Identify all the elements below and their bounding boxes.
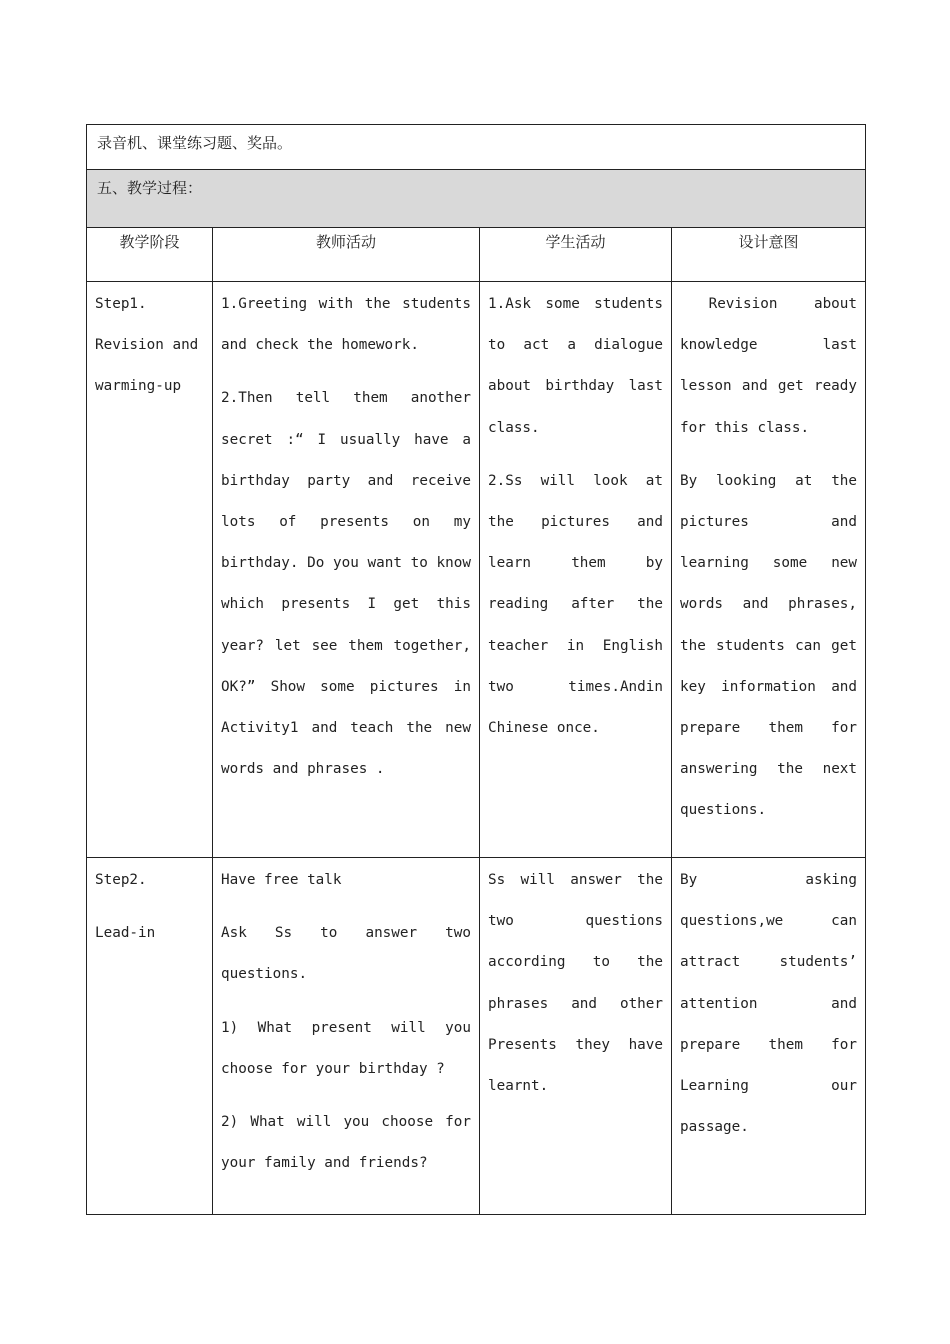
stage-name: Revision and warming-up: [95, 337, 199, 395]
stage-step: Step2.: [95, 872, 147, 888]
table-row: [87, 282, 866, 858]
intent-text: By asking questions,we can attract students’ attention and prepare them for Learning our passage.: [680, 872, 858, 1136]
header-stage: 教学阶段: [87, 228, 213, 282]
stage-cell: [87, 282, 213, 858]
teacher-text: 1.Greeting with the students and check the homework.: [221, 296, 471, 354]
student-text: Ss will answer the two questions according to the phrases and other Presents they have learnt.: [488, 872, 663, 1095]
materials-text: 录音机、课堂练习题、奖品。: [87, 125, 866, 170]
lesson-plan-document: [86, 124, 865, 1215]
stage-step: Step1.: [95, 296, 147, 312]
teacher-cell: [213, 282, 480, 858]
stage-name: Lead-in: [95, 925, 156, 942]
stage-cell: [87, 858, 213, 1215]
student-text: 2.Ss will look at the pictures and learn them by reading after the teacher in English two times.Andin Chinese once.: [488, 472, 663, 737]
student-text: 1.Ask some students to act a dialogue about birthday last class.: [488, 296, 663, 436]
section-title: 五、教学过程：: [87, 170, 866, 228]
header-student: 学生活动: [480, 228, 672, 282]
intent-text: By looking at the pictures and learning some new words and phrases, the students can get key information and prepare them for answering the next questions.: [680, 472, 858, 819]
teacher-cell: [213, 858, 480, 1215]
teacher-text: Ask Ss to answer two questions.: [221, 925, 471, 983]
student-cell: [480, 858, 672, 1215]
student-cell: [480, 282, 672, 858]
teacher-text: 2) What will you choose for your family and friends?: [221, 1114, 471, 1172]
teacher-text: 2.Then tell them another secret :“ I usually have a birthday party and receive lots of presents on my birthday. Do you want to know which presents I get this year? let see them together, OK?” Show some pictures in Activity1 and teach the new words and phrases .: [221, 390, 471, 778]
lesson-table: [86, 124, 866, 1215]
header-teacher: 教师活动: [213, 228, 480, 282]
materials-row: [87, 125, 866, 170]
intent-text: Revision about knowledge last lesson and get ready for this class.: [680, 296, 858, 436]
intent-cell: [672, 282, 866, 858]
table-row: [87, 858, 866, 1215]
section-title-row: [87, 170, 866, 228]
teacher-text: 1) What present will you choose for your birthday ?: [221, 1019, 471, 1077]
teacher-text: Have free talk: [221, 872, 342, 888]
header-intent: 设计意图: [672, 228, 866, 282]
header-row: [87, 228, 866, 282]
intent-cell: [672, 858, 866, 1215]
